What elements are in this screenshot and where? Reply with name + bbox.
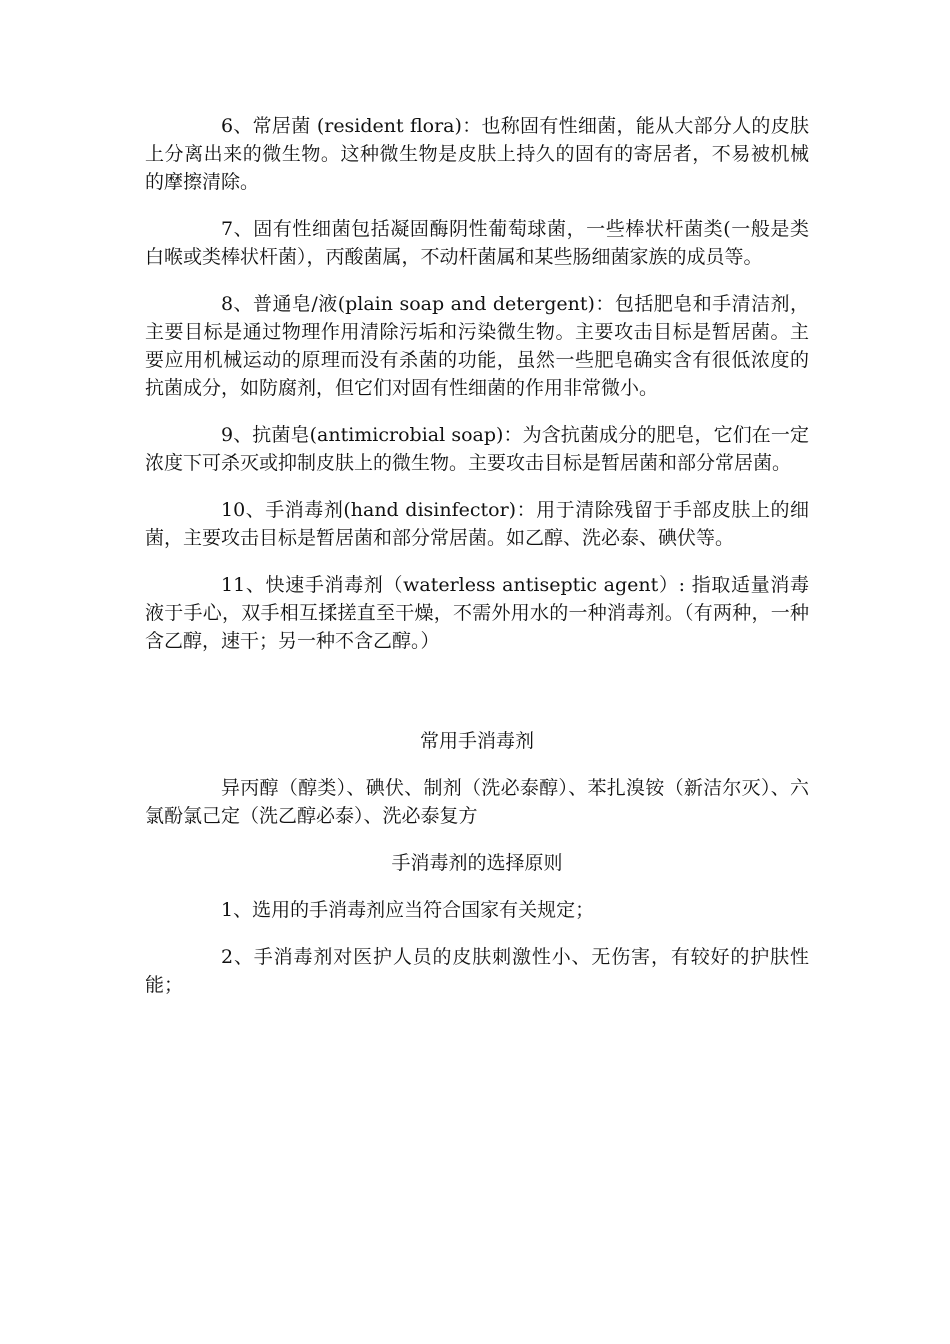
list-item-principle-1: 1、选用的手消毒剂应当符合国家有关规定；	[221, 899, 595, 921]
paragraph-resident-bacteria-types: 7、固有性细菌包括凝固酶阴性葡萄球菌，一些棒状杆菌类(一般是类白喉或类棒状杆菌），丙酸菌属，不动杆菌属和某些肠细菌家族的成员等。	[145, 218, 809, 268]
section-title-common-disinfectants: 常用手消毒剂	[419, 730, 534, 752]
paragraph-antimicrobial-soap: 9、抗菌皂(antimicrobial soap)：为含抗菌成分的肥皂，它们在一定浓度下可杀灭或抑制皮肤上的微生物。主要攻击目标是暂居菌和部分常居菌。	[145, 424, 809, 474]
paragraph-resident-flora: 6、常居菌 (resident flora)：也称固有性细菌，能从大部分人的皮肤上分离出来的微生物。这种微生物是皮肤上持久的固有的寄居者，不易被机械的摩擦清除。	[145, 115, 809, 193]
paragraph-disinfectant-list: 异丙醇（醇类）、碘伏、制剂（洗必泰醇）、苯扎溴铵（新洁尔灭）、六氯酚氯己定（洗乙醇必泰）、洗必泰复方	[145, 777, 809, 827]
section-spacer	[145, 674, 809, 727]
section-title-selection-principles: 手消毒剂的选择原则	[391, 852, 563, 874]
paragraph-plain-soap: 8、普通皂/液(plain soap and detergent)：包括肥皂和手清洁剂，主要目标是通过物理作用清除污垢和污染微生物。主要攻击目标是暂居菌。主要应用机械运动的原理而没有杀菌的功能，虽然一些肥皂确实含有很低浓度的抗菌成分，如防腐剂，但它们对固有性细菌的作用非常微小。	[145, 293, 809, 399]
paragraph-hand-disinfector: 10、手消毒剂(hand disinfector)：用于清除残留于手部皮肤上的细菌，主要攻击目标是暂居菌和部分常居菌。如乙醇、洗必泰、碘伏等。	[145, 499, 809, 549]
list-item-principle-2: 2、手消毒剂对医护人员的皮肤刺激性小、无伤害，有较好的护肤性能；	[145, 946, 809, 996]
paragraph-waterless-antiseptic: 11、快速手消毒剂（waterless antiseptic agent）: 指取适量消毒液于手心，双手相互揉搓直至干燥，不需外用水的一种消毒剂。（有两种，一种含乙醇，速干；另一种不含乙醇。）	[145, 574, 809, 652]
document-body	[145, 112, 809, 1018]
